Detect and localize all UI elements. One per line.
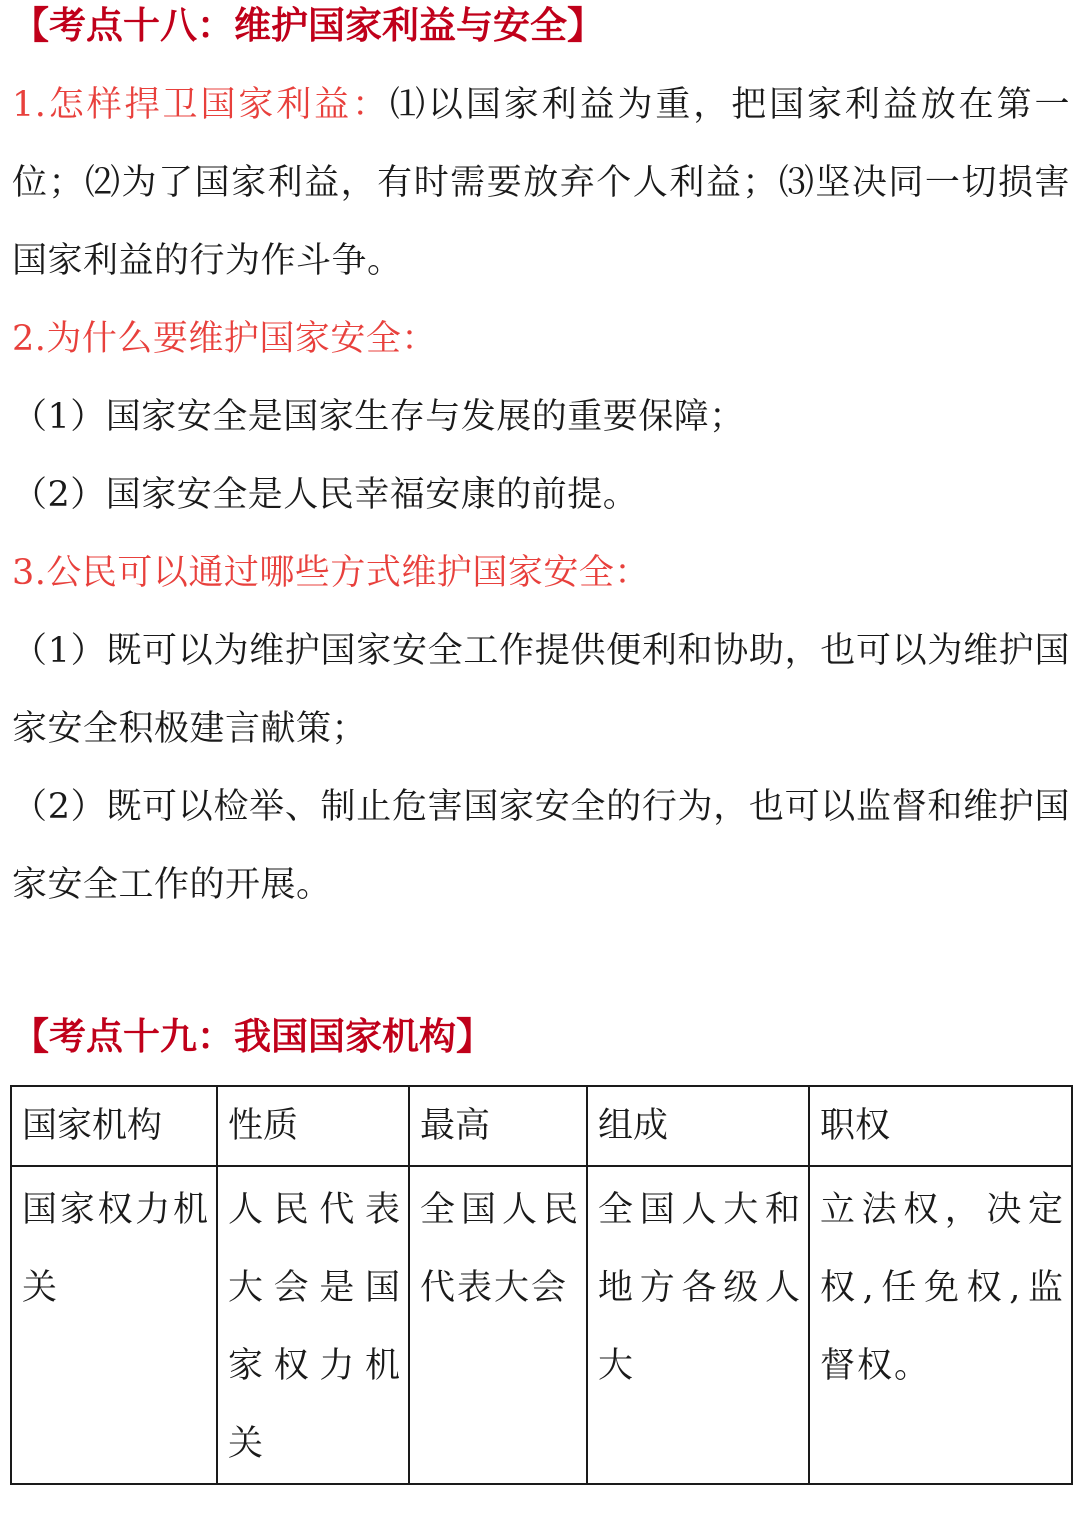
- table-row: [11, 1166, 1072, 1484]
- q1-paragraph: [12, 66, 1070, 300]
- section-18-title: 【考点十八：维护国家利益与安全】: [12, 4, 604, 47]
- header-organ: 国家机构: [11, 1086, 217, 1166]
- section-19-title: 【考点十九：我国国家机构】: [12, 1015, 493, 1058]
- cell-organ: 国家权力机关: [11, 1166, 217, 1484]
- table-header-row: [11, 1086, 1072, 1166]
- q2-item-2: （2）国家安全是人民幸福安康的前提。: [12, 475, 639, 515]
- cell-highest: 全国人民代表大会: [409, 1166, 587, 1484]
- header-composition: 组成: [587, 1086, 809, 1166]
- q3-item-1: （1）既可以为维护国家安全工作提供便利和协助，也可以为维护国家安全积极建言献策；: [12, 631, 1070, 749]
- q2-label: 2.为什么要维护国家安全：: [12, 319, 437, 359]
- q1-label: 1.怎样捍卫国家利益：: [12, 85, 390, 125]
- cell-nature: 人民代表大会是国家权力机关: [217, 1166, 409, 1484]
- header-highest: 最高: [409, 1086, 587, 1166]
- cell-powers: 立法权，决定权,任免权,监督权。: [809, 1166, 1072, 1484]
- state-organs-table: [10, 1085, 1073, 1485]
- header-powers: 职权: [809, 1086, 1072, 1166]
- header-nature: 性质: [217, 1086, 409, 1166]
- cell-composition: 全国人大和地方各级人大: [587, 1166, 809, 1484]
- q1-answer: ⑴以国家利益为重，把国家利益放在第一位；⑵为了国家利益，有时需要放弃个人利益；⑶坚决同一切损害国家利益的行为作斗争。: [12, 85, 1070, 281]
- q3-label: 3.公民可以通过哪些方式维护国家安全：: [12, 553, 650, 593]
- q3-item-2: （2）既可以检举、制止危害国家安全的行为，也可以监督和维护国家安全工作的开展。: [12, 787, 1070, 905]
- q2-item-1: （1）国家安全是国家生存与发展的重要保障；: [12, 397, 745, 437]
